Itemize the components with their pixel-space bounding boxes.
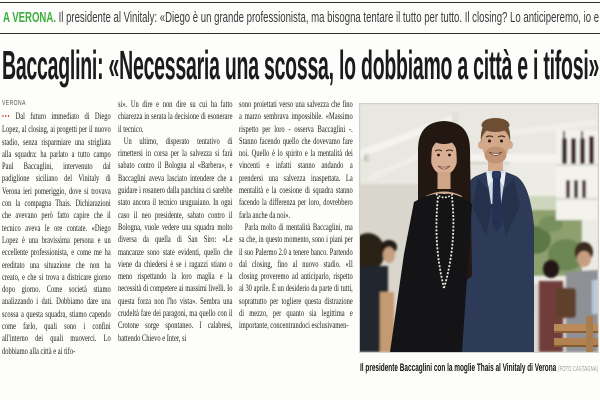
paragraph: sono proiettati verso una salvezza che fino a marzo sembrava impossibile. «Massimo rispetto per loro - osserva Baccaglini -. Stanno facendo quello che dovevamo fare noi. Quello è lo spirito e la mentalità dei vincenti e infatti stanno andando a prendersi una salvezza inaspettata. La mentalità e la coesione di squadra stanno facendo la differenza per loro, dovrebbero farla anche da noi». [239, 99, 353, 220]
headline [2, 42, 599, 90]
kicker-bottom-rule [0, 33, 600, 34]
caption-text: Il presidente Baccaglini con la moglie Thais al Vinitaly di Verona [360, 362, 557, 374]
dateline: VERONA [2, 100, 26, 107]
paragraph: Parla molto di mentalità Baccaglini, ma sa che, in questo momento, sono i piani per il suo Palermo 2.0 a tenere banco. Partendo dal closing, fino al nuovo stadio. «Il closing proveremo ad anticiparlo, rispetto al 30 aprile. È un desiderio da parte di tutti, soprattutto per togliere questa distrazione di mezzo, per quanto sia legittima e importante, concentrandoci esclusivamen- [239, 221, 353, 331]
top-rule [0, 2, 600, 3]
lead-bullets-icon: ••• [2, 112, 11, 121]
article-column-2 [118, 98, 233, 364]
photo-caption [360, 358, 598, 374]
kicker-strap [3, 9, 599, 31]
article-column-1 [2, 98, 111, 390]
headline-text: Baccaglini: «Necessaria una scossa, lo dobbiamo a città e i tifosi» [2, 42, 599, 88]
article-column-3 [239, 98, 353, 374]
kicker-location: A VERONA. [3, 10, 56, 26]
paragraph: si». Un dire e non dire su cui ha fatto chiarezza in serata la decisione di esonerare il tecnico. [118, 99, 233, 134]
photo-credit: (FOTO CASTAGNA) [558, 366, 598, 373]
caption-line [360, 362, 598, 374]
photo-illustration [360, 104, 598, 352]
kicker-text: Il presidente al Vinitaly: «Diego è un grande professionista, ma bisogna tentare il tutto per tutto. Il closing? Lo anticiperemo, io e [58, 10, 599, 26]
kicker-line [3, 10, 599, 26]
article-photo [360, 104, 598, 352]
brown-bag [556, 288, 576, 318]
pavilion-sign-letter: E [364, 153, 371, 163]
paragraph: Un ultimo, disperato tentativo di rimettersi in corsa per la salvezza si farà sabato contro il Bologna al «Barbera», e Baccaglini aveva lasciato intendere che a guidare i rosanero dalla panchina ci sarebbe stato ancora il tecnico uruguaiano. In ogni caso il neo presidente, sabato contro il Bologna, vuole vedere una squadra molto diversa da quella di San Siro: «Le mancanze sono state evidenti, quello che viene da chiedersi è se i ragazzi stiano o meno rispettando la loro maglia e la necessità di competere ai massimi livelli. Io questa forza non l'ho vista». Sembra una crudeltà fare dei paragoni, ma quello con il Crotone sorge spontaneo. I calabresi, battendo Chievo e Inter, si [118, 135, 233, 343]
wine-bottles-shelf [556, 130, 598, 220]
tie-knot [492, 171, 501, 179]
paragraph [2, 110, 111, 357]
paragraph-text: Dal futuro immediato di Diego Lopez, al closing, ai progetti per il nuovo stadio, senza risparmiare una strigliata alla squadra: ha parlato a tutto campo Paul Baccaglini, intervenuto dal padiglione siciliano del Vinitaly di Verona ieri pomeriggio, dove si trovava con la compagna Thais. Dichiarazioni che avevano però fatto capire che il tecnico aveva le ore contate. «Diego Lopez è una bravissima persona e un eccellente professionista, e come me ha ereditato una situazione che non ha creato, e che si trova a districare giorno dopo giorno. Come società stiamo analizzando i dati. Dobbiamo dare una scossa a questa squadra, stiamo capendo come farlo, quali sono i confini all'interno dei quali muoverci. Lo dobbiamo alla città e ai tifo- [2, 111, 111, 356]
